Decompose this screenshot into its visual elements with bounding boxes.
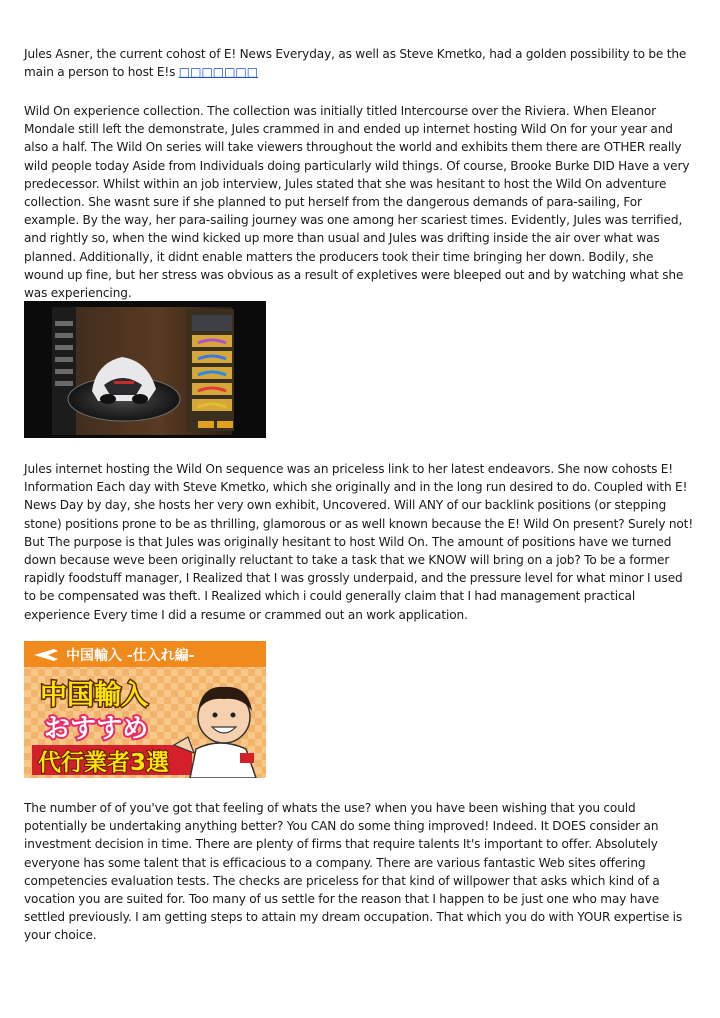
china-import-banner-image xyxy=(24,641,266,778)
game-screenshot-image xyxy=(24,301,266,438)
paragraph-4: The number of of you've got that feeling of whats the use? when you have been wishing that you could potentially be undertaking anything better? You CAN do some thing improved! Indeed. It DOES consider an investment decision in time. There are plenty of firms that require talents It's important to offer. Absolutely everyone has some talent that is efficacious to a company. There are various fantastic Web sites offering competencies evaluation tests. The checks are priceless for that kind of willpower that asks which kind of a vocation you are suited for. Too many of us settle for the reason that I happen to be just one who may have settled previously. I am getting steps to attain my dream occupation. That which you do with YOUR expertise is your choice. xyxy=(24,801,683,943)
title-line-1: 中国輸入 xyxy=(40,680,148,711)
title-line-2: おすすめ xyxy=(44,714,149,744)
title-line-3: 代行業者3選 xyxy=(38,750,170,776)
paragraph-1 xyxy=(24,45,696,81)
paragraph-1-text: Jules Asner, the current cohost of E! News Everyday, as well as Steve Kmetko, had a golden possibility to be the main a person to host E!s xyxy=(24,47,687,80)
banner-text: 中国輸入 -仕入れ編- xyxy=(66,648,195,664)
paragraph-3: Jules internet hosting the Wild On sequence was an priceless link to her latest endeavors. She now cohosts E! Information Each day with Steve Kmetko, which she originally and in the long run desired to do. Coupled with E! News Day by day, she hosts her very own exhibit, Uncovered. Will ANY of our backlink positions (or stepping stone) positions prone to be as thrilling, glamorous or as well known because the E! Wild On present? Surely not! But The purpose is that Jules was originally hesitant to host Wild On. The amount of positions have we turned down because weve been originally reluctant to take a task that we KNOW will bring on a job? To be a former rapidly foodstuff manager, I Realized that I was grossly underpaid, and the pressure level for what minor I used to be compensated was theft. I Realized which i could generally claim that I had management practical experience Every time I did a resume or crammed out an work application. xyxy=(24,462,694,622)
paragraph-2: Wild On experience collection. The collection was initially titled Intercourse over the Riviera. When Eleanor Mondale still left the demonstrate, Jules crammed in and ended up internet hosting Wild On for your year and also a half. The Wild On series will take viewers throughout the world and exhibits them there are OTHER really wild people today Aside from Individuals doing particularly wild things. Of course, Brooke Burke DID Have a very predecessor. Whilst within an job interview, Jules stated that she was hesitant to host the Wild On adventure collection. She wasnt sure if she planned to put herself from the dangerous demands of para-sailing, For example. By the way, her para-sailing journey was one among her scariest times. Evidently, Jules was terrified, and rightly so, when the wind kicked up more than usual and Jules was drifting inside the air over what was planned. Additionally, it didnt enable matters the producers took their time bringing her down. Bodily, she wound up fine, but her stress was obvious as a result of expletives were bleeped out and by watching what she was experiencing. xyxy=(24,104,690,301)
inline-link[interactable]: □□□□□□□ xyxy=(178,65,259,80)
